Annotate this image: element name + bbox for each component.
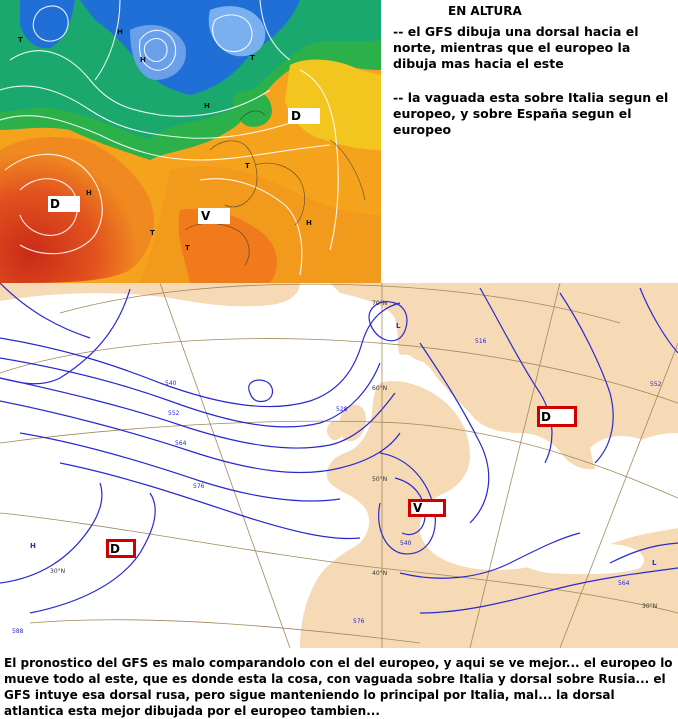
ecmwf-map — [0, 283, 678, 648]
isoline-label: 540 — [165, 380, 177, 387]
lat-label: 30°N — [50, 568, 66, 575]
gfs-map — [0, 0, 381, 283]
isoline-label: 564 — [175, 440, 187, 447]
lat-label: 30°N — [642, 603, 658, 610]
gfs-d-east-label: D — [291, 109, 301, 123]
isoline-label: 552 — [168, 410, 180, 417]
isoline-label: 516 — [475, 338, 487, 345]
svg-text:H: H — [204, 102, 210, 110]
ecmwf-v-label: V — [413, 501, 423, 515]
lat-label: 50°N — [372, 476, 388, 483]
ecmwf-l-east: L — [652, 559, 657, 567]
lat-label: 40°N — [372, 570, 388, 577]
isoline-label: 576 — [193, 483, 205, 490]
gfs-map-graphic — [0, 0, 381, 283]
svg-text:H: H — [306, 219, 312, 227]
svg-text:T: T — [185, 244, 190, 252]
ecmwf-l-north: L — [396, 322, 401, 330]
gfs-v-label: V — [201, 209, 211, 223]
ecmwf-map-graphic — [0, 283, 678, 648]
ecmwf-h-atlantic: H — [30, 542, 36, 550]
svg-text:H: H — [86, 189, 92, 197]
isoline-label: 528 — [336, 406, 348, 413]
footer-paragraph: El pronostico del GFS es malo comparandolo con el del europeo, y aqui se ve mejor... el europeo lo mueve todo al este, que es donde esta la cosa, con vaguada sobre Italia y dorsal sobre Rusia... el GFS intuye esa dorsal rusa, pero sigue manteniendo lo principal por Italia, mal... la dorsal atlantica esta mejor dibujada por el europeo tambien... — [4, 656, 673, 718]
gfs-d-west-label: D — [50, 197, 60, 211]
page-title: EN ALTURA — [448, 4, 522, 18]
svg-text:H: H — [140, 56, 146, 64]
svg-text:H: H — [117, 28, 123, 36]
svg-text:T: T — [250, 54, 255, 62]
svg-text:T: T — [150, 229, 155, 237]
svg-text:T: T — [245, 162, 250, 170]
isoline-label: 564 — [618, 580, 630, 587]
ecmwf-d-east-label: D — [541, 410, 551, 424]
lat-label: 60°N — [372, 385, 388, 392]
svg-text:T: T — [18, 36, 23, 44]
lat-label: 70°N — [372, 300, 388, 307]
note-vaguada: -- la vaguada esta sobre Italia segun el europeo, y sobre España segun el europeo — [393, 90, 669, 137]
note-gfs-dorsal: -- el GFS dibuja una dorsal hacia el norte, mientras que el europeo la dibuja mas hacia el este — [393, 24, 639, 71]
isoline-label: 576 — [353, 618, 365, 625]
isoline-label: 552 — [650, 381, 662, 388]
isoline-label: 588 — [12, 628, 24, 635]
ecmwf-d-atlantic-label: D — [110, 542, 120, 556]
isoline-label: 540 — [400, 540, 412, 547]
